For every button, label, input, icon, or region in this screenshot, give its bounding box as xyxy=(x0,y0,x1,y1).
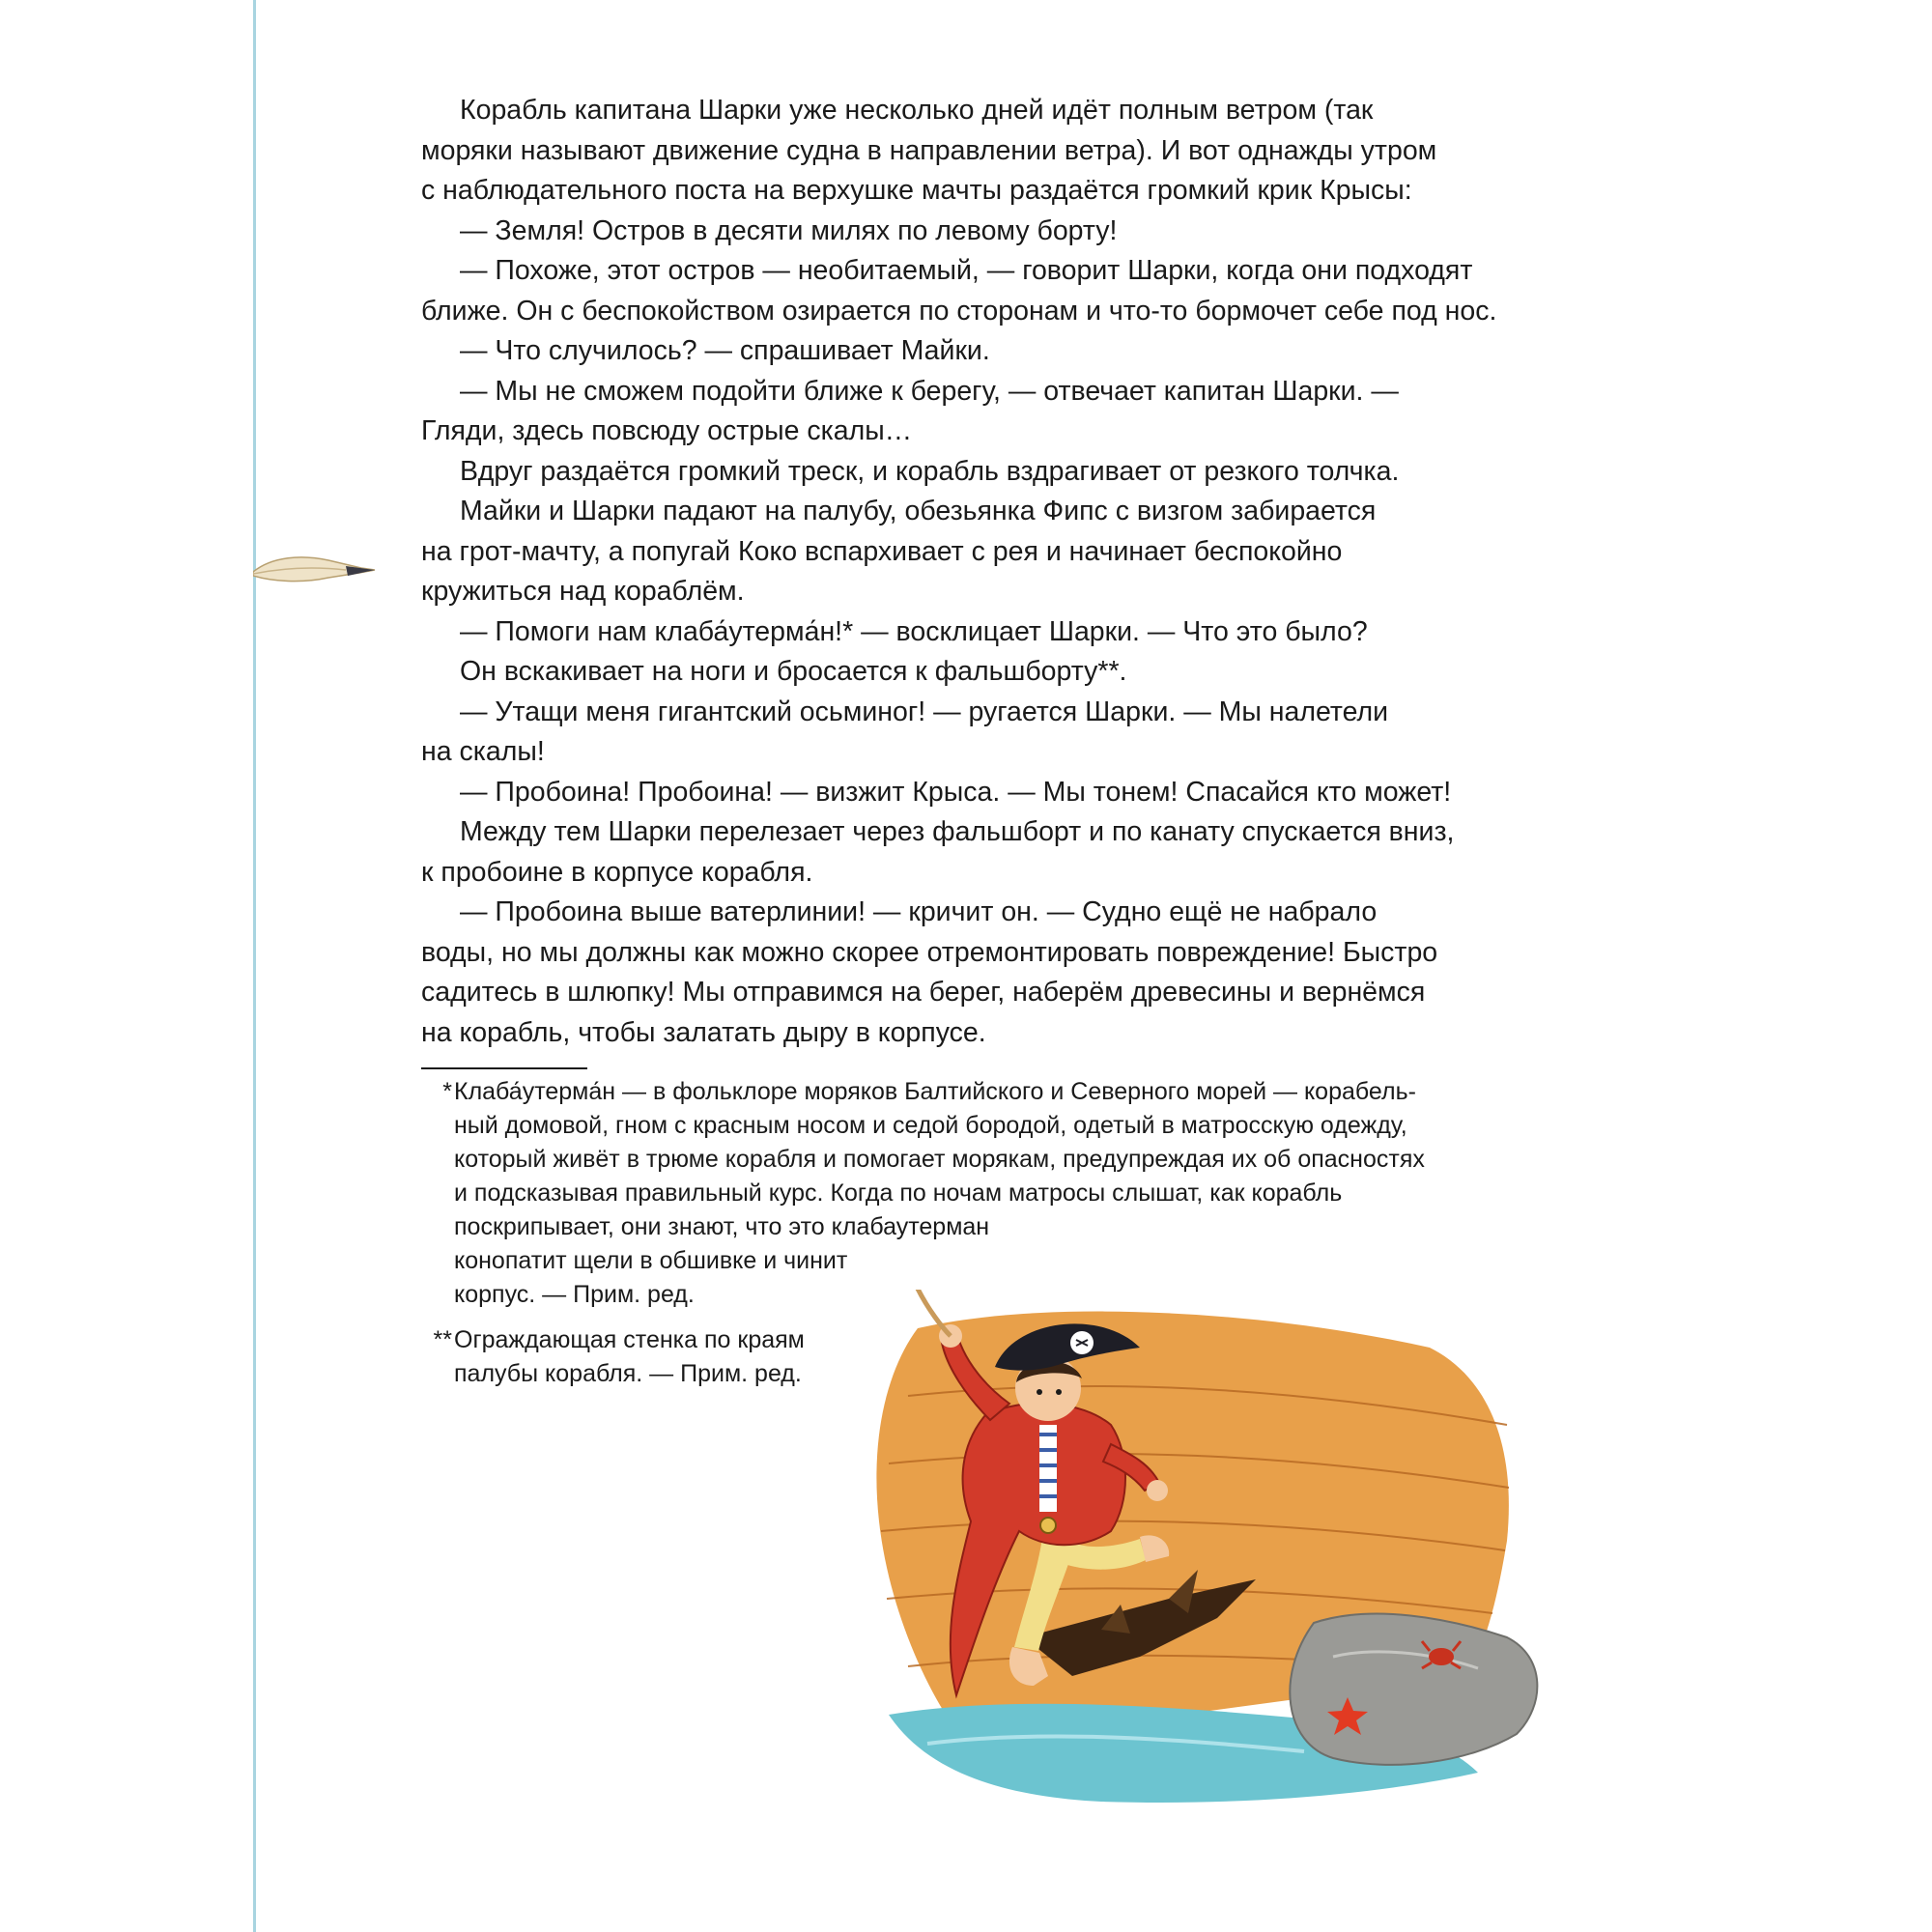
text-line: кружиться над кораблём. xyxy=(421,576,745,607)
text-line: Между тем Шарки перелезает через фальшборт и по канату спускается вниз, xyxy=(460,816,1455,847)
footnote-line: палубы корабля. — Прим. ред. xyxy=(454,1360,802,1387)
footnote-klabautermann xyxy=(421,1075,1561,1312)
text-line: Майки и Шарки падают на палубу, обезьянка Фипс с визгом забирается xyxy=(460,496,1377,526)
footnote-line: ный домовой, гном с красным носом и седой бородой, одетый в матросскую одежду, xyxy=(454,1112,1407,1139)
text-line: на корабль, чтобы залатать дыру в корпусе. xyxy=(421,1016,986,1048)
footnote-line: и подсказывая правильный курс. Когда по ночам матросы слышат, как корабль xyxy=(454,1179,1343,1207)
text-line: Корабль капитана Шарки уже несколько дней идёт полным ветром (так xyxy=(460,95,1374,126)
text-line: с наблюдательного поста на верхушке мачты раздаётся громкий крик Крысы: xyxy=(421,175,1412,206)
footnote-mark: * xyxy=(442,1078,452,1105)
footnote-line: конопатит щели в обшивке и чинит xyxy=(454,1247,848,1274)
text-line: — Похоже, этот остров — необитаемый, — говорит Шарки, когда они подходят xyxy=(460,255,1473,286)
paragraph xyxy=(421,251,1561,331)
text-line: — Пробоина выше ватерлинии! — кричит он. — Судно ещё не набрало xyxy=(460,896,1378,927)
footnote-mark: ** xyxy=(433,1326,452,1353)
text-line: — Утащи меня гигантский осьминог! — ругается Шарки. — Мы налетели xyxy=(460,696,1389,727)
paragraph xyxy=(421,612,1561,653)
paragraph xyxy=(421,91,1561,212)
page-fold-line xyxy=(253,0,256,1932)
text-line: — Земля! Остров в десяти милях по левому борту! xyxy=(460,214,1118,246)
paragraph xyxy=(421,652,1561,693)
text-line: садитесь в шлюпку! Мы отправимся на берег, наберём древесины и вернёмся xyxy=(421,977,1426,1008)
paragraph xyxy=(421,812,1561,893)
text-line: — Что случилось? — спрашивает Майки. xyxy=(460,335,990,366)
footnote-line: Клаба́утерма́н — в фольклоре моряков Балтийского и Северного морей — корабель- xyxy=(454,1078,1416,1105)
story-text xyxy=(421,91,1561,1053)
text-line: ближе. Он с беспокойством озирается по сторонам и что-то бормочет себе под нос. xyxy=(421,295,1497,327)
paragraph xyxy=(421,372,1561,452)
text-line: Вдруг раздаётся громкий треск, и корабль вздрагивает от резкого толчка. xyxy=(460,455,1400,487)
text-line: к пробоине в корпусе корабля. xyxy=(421,856,813,888)
text-line: — Мы не сможем подойти ближе к берегу, — отвечает капитан Шарки. — xyxy=(460,375,1399,407)
text-line: Гляди, здесь повсюду острые скалы… xyxy=(421,415,913,446)
text-line: на скалы! xyxy=(421,736,545,767)
text-line: Он вскакивает на ноги и бросается к фальшборту**. xyxy=(460,656,1127,687)
footnote-line: который живёт в трюме корабля и помогает морякам, предупреждая их об опасностях xyxy=(454,1146,1425,1173)
footnote-divider xyxy=(421,1067,587,1069)
paragraph xyxy=(421,452,1561,493)
paragraph xyxy=(421,331,1561,372)
paragraph xyxy=(421,773,1561,813)
paragraph xyxy=(421,492,1561,612)
footnote-line: Ограждающая стенка по краям xyxy=(454,1326,805,1353)
paragraph xyxy=(421,212,1561,252)
footnote-line: поскрипывает, они знают, что это клабаутерман xyxy=(454,1213,990,1240)
quill-pen-icon xyxy=(253,547,377,589)
paragraph xyxy=(421,893,1561,1053)
text-line: — Помоги нам клаба́утерма́н!* — восклицает Шарки. — Что это было? xyxy=(460,615,1368,647)
pirate-boy-illustration xyxy=(850,1290,1584,1831)
footnote-line: корпус. — Прим. ред. xyxy=(454,1281,695,1308)
text-line: воды, но мы должны как можно скорее отремонтировать повреждение! Быстро xyxy=(421,936,1438,968)
text-line: моряки называют движение судна в направлении ветра). И вот однажды утром xyxy=(421,134,1437,166)
paragraph xyxy=(421,693,1561,773)
text-line: — Пробоина! Пробоина! — визжит Крыса. — Мы тонем! Спасайся кто может! xyxy=(460,776,1452,808)
text-line: на грот-мачту, а попугай Коко вспархивает с рея и начинает беспокойно xyxy=(421,535,1343,567)
